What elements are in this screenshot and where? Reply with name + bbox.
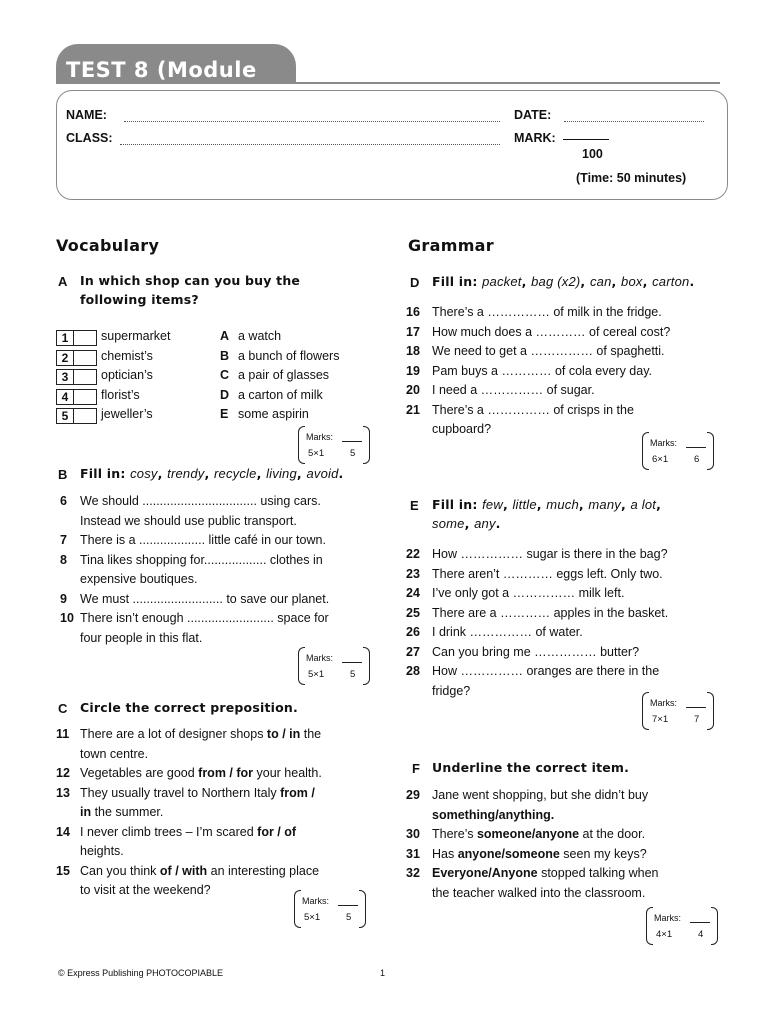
question-text: Pam buys a ………… of cola every day. [432, 363, 652, 378]
word-option: any [474, 516, 496, 531]
question-text: Everyone/Anyone stopped talking when [432, 866, 659, 880]
question-text: They usually travel to Northern Italy from / [80, 785, 315, 800]
question-text: Tina likes shopping for.................. clothes in [80, 552, 323, 567]
task-f-letter: F [412, 761, 420, 776]
marks-total: 4 [698, 929, 704, 940]
option-separator: / [225, 766, 237, 780]
title-rule [56, 82, 720, 84]
bracket-right [363, 426, 370, 464]
marks-label: Marks: [650, 698, 677, 708]
marks-field[interactable] [342, 441, 362, 442]
question-text-cont: in the summer. [80, 805, 164, 819]
item-number-box: 5 [56, 408, 74, 424]
question-number: 20 [406, 383, 420, 397]
option-1[interactable]: for [257, 824, 274, 839]
question-text: Can you bring me …………… butter? [432, 644, 640, 659]
bracket-left [298, 647, 305, 685]
item-letter: C [220, 368, 230, 382]
item-name: some aspirin [238, 407, 309, 421]
question-text: There are a ………… apples in the basket. [432, 605, 669, 620]
question-text: There’s a …………… of milk in the fridge. [432, 305, 662, 319]
question-text-cont: fridge? [432, 683, 471, 698]
question-text: Has anyone/someone seen my keys? [432, 846, 647, 861]
mark-field[interactable] [563, 139, 609, 140]
question-number: 32 [406, 866, 420, 880]
question-text-cont: town centre. [80, 746, 149, 761]
marks-total: 5 [346, 912, 352, 923]
shop-name: chemist’s [101, 348, 153, 363]
item-name: a bunch of flowers [238, 348, 340, 363]
task-f-instruction: Underline the correct item. [432, 760, 630, 775]
word-option: a lot [630, 497, 657, 512]
option-2[interactable]: in [289, 727, 301, 741]
marks-total: 7 [694, 714, 700, 725]
question-number: 21 [406, 402, 420, 417]
time-limit: (Time: 50 minutes) [576, 171, 687, 185]
marks-calc: 5×1 [304, 912, 321, 923]
answer-box[interactable] [74, 330, 97, 346]
question-number: 9 [60, 591, 67, 606]
test-title: TEST 8 (Module [66, 58, 257, 82]
question-number: 13 [56, 785, 70, 800]
option-separator: / [307, 785, 315, 800]
answer-box[interactable] [74, 369, 97, 385]
word-option: bag (x2) [531, 274, 581, 289]
marks-calc: 6×1 [652, 454, 669, 465]
question-number: 11 [56, 727, 70, 741]
question-text-cont [432, 806, 554, 826]
question-text: Jane went shopping, but she didn’t buy [432, 788, 649, 802]
question-text: There’s someone/anyone at the door. [432, 827, 646, 841]
shop-name: supermarket [101, 329, 171, 343]
marks-calc: 7×1 [652, 714, 669, 725]
marks-box-e [642, 692, 714, 730]
task-d-letter: D [410, 275, 420, 290]
marks-box-a [298, 426, 370, 464]
item-letter: E [220, 407, 229, 421]
option-1[interactable]: to [266, 727, 279, 741]
marks-box-b [298, 647, 370, 685]
item-number-box: 1 [56, 330, 74, 346]
question-number: 30 [406, 827, 420, 841]
task-a-instruction: In which shop can you buy the following items? [80, 273, 301, 307]
marks-field[interactable] [342, 662, 362, 663]
item-letter: D [220, 387, 230, 402]
class-label: CLASS: [66, 131, 113, 145]
bracket-right [363, 647, 370, 685]
task-b-instruction: Fill in: cosy, trendy, recycle, living, avoid. [80, 466, 344, 481]
option-1[interactable]: of [159, 863, 172, 878]
word-option: carton [652, 274, 690, 289]
date-label: DATE: [514, 108, 552, 122]
question-text: I drink …………… of water. [432, 625, 583, 639]
question-text-cont: Instead we should use public transport. [80, 513, 297, 528]
question-number: 31 [406, 846, 420, 861]
word-option: box [621, 274, 643, 289]
date-field[interactable] [564, 121, 704, 122]
question-text: Can you think of / with an interesting place [80, 863, 320, 878]
marks-total: 5 [350, 669, 356, 680]
question-text: I never climb trees – I’m scared for / of [80, 824, 297, 839]
marks-calc: 4×1 [656, 929, 673, 940]
question-number: 27 [406, 644, 420, 659]
question-text-cont: heights. [80, 844, 124, 858]
question-text: There’s a …………… of crisps in the [432, 402, 634, 417]
question-text-cont: to visit at the weekend? [80, 883, 211, 897]
marks-label: Marks: [654, 913, 681, 923]
answer-box[interactable] [74, 350, 97, 366]
question-number: 15 [56, 863, 70, 878]
answer-options[interactable]: someone/anyone [476, 827, 580, 841]
word-option: avoid [306, 466, 339, 481]
task-d-instruction: Fill in: packet, bag (x2), can, box, carton. [432, 274, 695, 289]
question-text: Vegetables are good from / for your health. [80, 766, 322, 780]
question-number: 10 [60, 611, 74, 625]
marks-total: 6 [694, 454, 700, 465]
answer-options[interactable]: anyone/someone [457, 846, 560, 861]
question-text: We need to get a …………… of spaghetti. [432, 344, 665, 358]
answer-options[interactable]: Everyone/Anyone [432, 866, 538, 880]
marks-label: Marks: [306, 432, 333, 442]
vocabulary-heading: Vocabulary [56, 236, 160, 255]
question-number: 22 [406, 547, 420, 561]
task-b-letter: B [58, 467, 68, 482]
copyright-footer: © Express Publishing PHOTOCOPIABLE [58, 968, 224, 978]
item-number-box: 2 [56, 350, 74, 366]
question-text: How …………… oranges are there in the [432, 664, 660, 678]
grammar-heading: Grammar [408, 236, 494, 255]
question-text: We must .......................... to save our planet. [80, 591, 330, 606]
shop-name: florist’s [101, 387, 140, 402]
question-number: 6 [60, 494, 67, 508]
task-a-letter: A [58, 274, 68, 289]
marks-label: Marks: [306, 653, 333, 663]
word-option: few [482, 497, 503, 512]
bracket-left [642, 692, 649, 730]
question-text: We should ................................. using cars. [80, 494, 321, 508]
shop-name: jeweller’s [101, 407, 153, 421]
question-text: There isn’t enough ......................... space for [80, 611, 329, 625]
word-option: packet [482, 274, 522, 289]
word-option: many [588, 497, 621, 512]
question-text-cont: cupboard? [432, 422, 492, 436]
marks-box-c [294, 890, 366, 928]
item-name: a carton of milk [238, 387, 323, 402]
item-name: a pair of glasses [238, 368, 330, 382]
bracket-right [707, 692, 714, 730]
option-separator: / [171, 863, 183, 878]
question-text-cont: four people in this flat. [80, 630, 203, 645]
question-number: 24 [406, 586, 420, 600]
question-number: 23 [406, 566, 420, 581]
question-number: 19 [406, 363, 420, 378]
bracket-left [642, 432, 649, 470]
question-text: How much does a ………… of cereal cost? [432, 324, 671, 339]
word-option: much [546, 497, 579, 512]
item-number-box: 3 [56, 369, 74, 385]
class-field[interactable] [120, 144, 500, 145]
marks-box-d [642, 432, 714, 470]
task-c-letter: C [58, 701, 68, 716]
page-number: 1 [380, 968, 386, 978]
question-number: 26 [406, 625, 420, 639]
word-option: little [512, 497, 537, 512]
marks-total: 5 [350, 448, 356, 459]
question-number: 8 [60, 552, 67, 567]
question-number: 29 [406, 788, 420, 802]
task-c-instruction: Circle the correct preposition. [80, 700, 298, 715]
marks-box-f [646, 907, 718, 945]
question-text: There is a ................... little café in our town. [80, 533, 326, 547]
word-option: trendy [167, 466, 205, 481]
question-text: I need a …………… of sugar. [432, 383, 595, 397]
bracket-left [298, 426, 305, 464]
marks-calc: 5×1 [308, 669, 325, 680]
option-2[interactable]: for [236, 766, 254, 780]
option-2[interactable]: with [182, 863, 208, 878]
word-option: cosy [130, 466, 158, 481]
option-1[interactable]: from [198, 766, 226, 780]
question-number: 28 [406, 664, 420, 678]
task-e-instruction: Fill in: few, little, much, many, a lot, some, any. [432, 497, 662, 531]
shop-name: optician’s [101, 368, 153, 382]
question-number: 7 [60, 533, 67, 547]
mark-total: 100 [582, 147, 603, 161]
item-name: a watch [238, 329, 282, 343]
item-number-box: 4 [56, 389, 74, 405]
question-text: I’ve only got a …………… milk left. [432, 586, 625, 600]
word-option: living [266, 466, 297, 481]
bracket-left [294, 890, 301, 928]
marks-label: Marks: [302, 896, 329, 906]
question-text-cont: expensive boutiques. [80, 572, 198, 586]
word-option: some [432, 516, 465, 531]
option-separator: / [273, 824, 285, 839]
marks-calc: 5×1 [308, 448, 325, 459]
question-text: There are a lot of designer shops to / in the [80, 727, 322, 741]
bracket-right [359, 890, 366, 928]
question-text-cont: the teacher walked into the classroom. [432, 885, 646, 900]
word-option: recycle [214, 466, 257, 481]
marks-field[interactable] [338, 905, 358, 906]
option-2[interactable]: of [284, 824, 297, 839]
marks-label: Marks: [650, 438, 677, 448]
answer-options[interactable]: something/anything. [432, 807, 555, 822]
mark-label: MARK: [514, 131, 556, 145]
marks-field[interactable] [690, 922, 710, 923]
task-e-letter: E [410, 498, 419, 513]
name-field[interactable] [124, 121, 500, 122]
marks-field[interactable] [686, 447, 706, 448]
option-2[interactable]: in [80, 805, 92, 819]
bracket-left [646, 907, 653, 945]
word-option: can [589, 274, 612, 289]
question-number: 12 [56, 766, 70, 780]
answer-box[interactable] [74, 389, 97, 405]
bracket-right [707, 432, 714, 470]
name-label: NAME: [66, 108, 107, 122]
question-number: 17 [406, 324, 420, 339]
question-number: 16 [406, 305, 420, 319]
question-number: 18 [406, 344, 420, 358]
marks-field[interactable] [686, 707, 706, 708]
question-number: 25 [406, 605, 420, 620]
option-separator: / [278, 727, 290, 741]
item-letter: A [220, 329, 230, 343]
answer-box[interactable] [74, 408, 97, 424]
item-letter: B [220, 348, 230, 363]
option-1[interactable]: from [280, 785, 308, 800]
question-text: How …………… sugar is there in the bag? [432, 547, 668, 561]
question-text: There aren’t ………… eggs left. Only two. [432, 566, 663, 581]
question-number: 14 [56, 824, 70, 839]
bracket-right [711, 907, 718, 945]
